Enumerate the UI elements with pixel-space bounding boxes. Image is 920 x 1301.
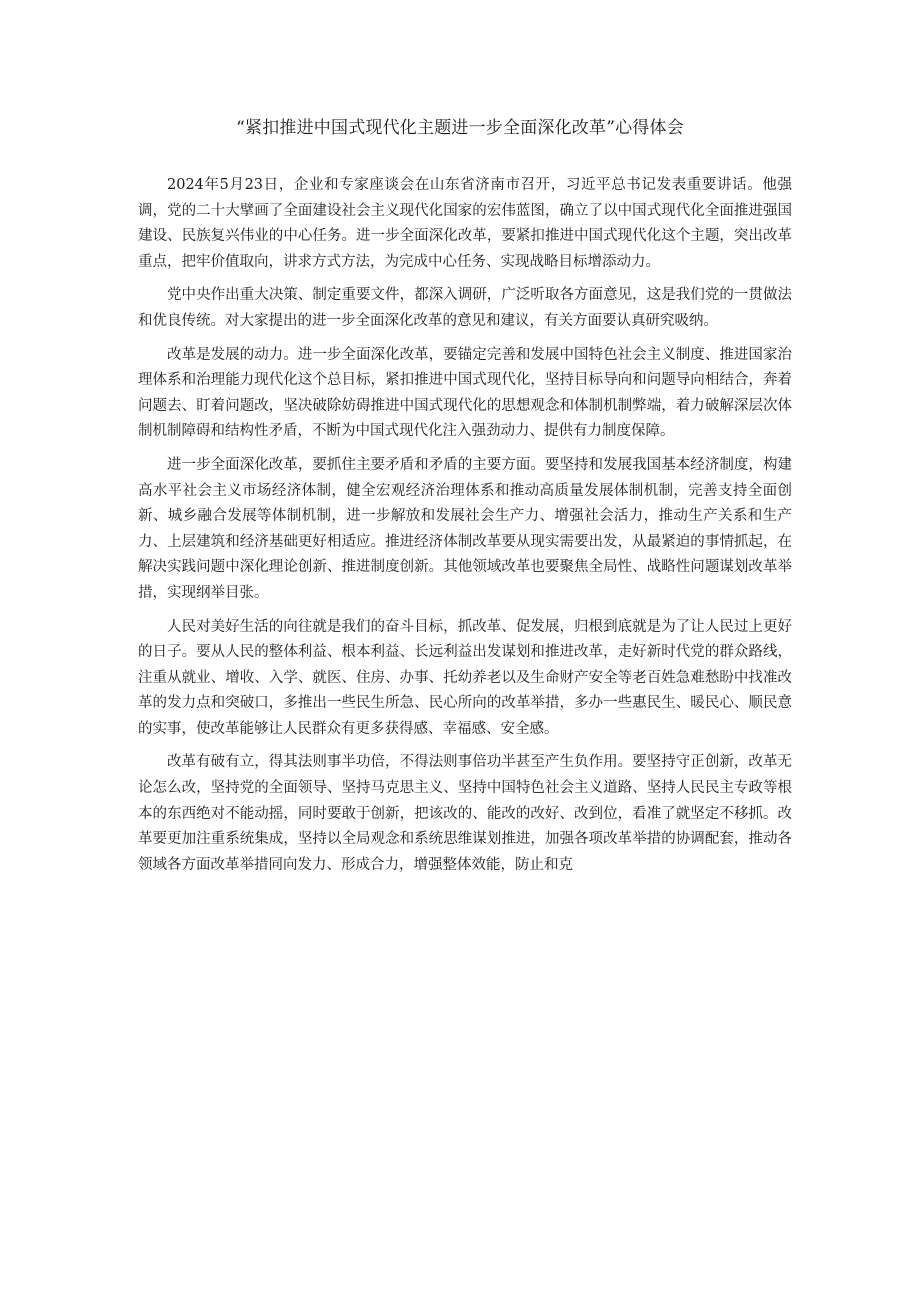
paragraph-2: 党中央作出重大决策、制定重要文件，都深入调研，广泛听取各方面意见，这是我们党的一贯做法和优良传统。对大家提出的进一步全面深化改革的意见和建议，有关方面要认真研究吸纳。 <box>138 287 792 329</box>
document-body <box>138 173 792 886</box>
document-title: “紧扣推进中国式现代化主题进一步全面深化改革”心得体会 <box>236 118 684 138</box>
paragraph-5: 人民对美好生活的向往就是我们的奋斗目标，抓改革、促发展，归根到底就是为了让人民过上更好的日子。要从人民的整体利益、根本利益、长远利益出发谋划和推进改革，走好新时代党的群众路线，注重从就业、增收、入学、就医、住房、办事、托幼养老以及生命财产安全等老百姓急难愁盼中找准改革的发力点和突破口，多推出一些民生所急、民心所向的改革举措，多办一些惠民生、暖民心、顺民意的实事，使改革能够让人民群众有更多获得感、幸福感、安全感。 <box>138 618 792 737</box>
paragraph-6: 改革有破有立，得其法则事半功倍，不得法则事倍功半甚至产生负作用。要坚持守正创新，改革无论怎么改，坚持党的全面领导、坚持马克思主义、坚持中国特色社会主义道路、坚持人民民主专政等根本的东西绝对不能动摇，同时要敢于创新，把该改的、能改的改好、改到位，看准了就坚定不移抓。改革要更加注重系统集成，坚持以全局观念和系统思维谋划推进，加强各项改革举措的协调配套，推动各领域各方面改革举措同向发力、形成合力，增强整体效能，防止和克 <box>138 754 792 873</box>
paragraph-3: 改革是发展的动力。进一步全面深化改革，要锚定完善和发展中国特色社会主义制度、推进国家治理体系和治理能力现代化这个总目标，紧扣推进中国式现代化，坚持目标导向和问题导向相结合，奔着问题去、盯着问题改，坚决破除妨碍推进中国式现代化的思想观念和体制机制弊端，着力破解深层次体制机制障碍和结构性矛盾，不断为中国式现代化注入强劲动力、提供有力制度保障。 <box>138 346 792 440</box>
paragraph-4: 进一步全面深化改革，要抓住主要矛盾和矛盾的主要方面。要坚持和发展我国基本经济制度，构建高水平社会主义市场经济体制，健全宏观经济治理体系和推动高质量发展体制机制，完善支持全面创新、城乡融合发展等体制机制，进一步解放和发展社会生产力、增强社会活力，推动生产关系和生产力、上层建筑和经济基础更好相适应。推进经济体制改革要从现实需要出发，从最紧迫的事情抓起，在解决实践问题中深化理论创新、推进制度创新。其他领域改革也要聚焦全局性、战略性问题谋划改革举措，实现纲举目张。 <box>138 456 792 601</box>
paragraph-1: 2024年5月23日，企业和专家座谈会在山东省济南市召开，习近平总书记发表重要讲话。他强调，党的二十大擘画了全面建设社会主义现代化国家的宏伟蓝图，确立了以中国式现代化全面推进强国建设、民族复兴伟业的中心任务。进一步全面深化改革，要紧扣推进中国式现代化这个主题，突出改革重点，把牢价值取向，讲求方式方法，为完成中心任务、实现战略目标增添动力。 <box>138 177 792 270</box>
